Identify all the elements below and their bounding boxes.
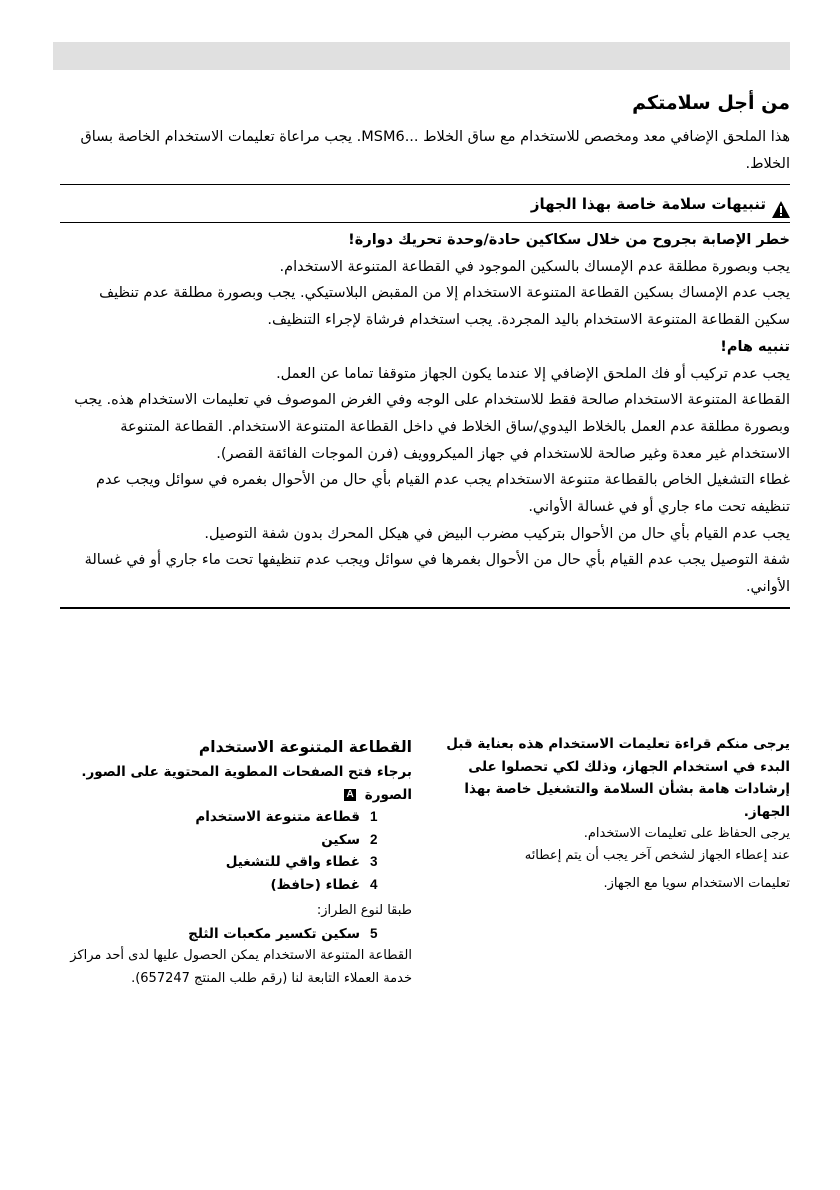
keep-notice: يرجى الحفاظ على تعليمات الاستخدام. (583, 826, 790, 842)
handover-notice-line1: عند إعطاء الجهاز لشخص آخر يجب أن يتم إعطائه (524, 848, 790, 864)
read-notice: يرجى منكم قراءة تعليمات الاستخدام هذه بعناية قبل البدء في استخدام الجهاز، وذلك لكي تحصلوا على إرشادات هامة بشأن السلامة والتشغيل خاصة بهذا الجهاز. (446, 736, 790, 820)
part-label: سكين تكسير مكعبات الثلج (188, 925, 360, 942)
safety-intro: هذا الملحق الإضافي معد ومخصص للاستخدام مع ساق الخلاط ...MSM6. يجب مراعاة تعليمات الاستخدام الخاصة بساق الخلاط. (80, 129, 790, 172)
part-label: غطاء (حافظ) (270, 876, 360, 893)
figure-badge-icon: A (344, 789, 356, 801)
list-item (60, 806, 392, 829)
part-label: غطاء واقي للتشغيل (225, 854, 360, 870)
important-paragraph: القطاعة المتنوعة الاستخدام صالحة فقط للاستخدام على الوجه وفي الغرض الموصوف في تعليمات الاستخدام هذه. يجب وبصورة مطلقة عدم العمل بالخلاط اليدوي/ساق الخلاط في داخل القطاعة المتنوعة الاستخدام. القطاعة المتنوعة الاستخدام غير معدة وغير صالحة للاستخدام في جهاز الميكروويف (فرن الموجات الفائقة القصر). (74, 392, 790, 462)
section-divider (60, 607, 790, 609)
important-paragraph: يجب عدم تركيب أو فك الملحق الإضافي إلا عندما يكون الجهاز متوقفا تماما عن العمل. (276, 365, 790, 382)
warning-heading (60, 185, 790, 222)
important-paragraph: غطاء التشغيل الخاص بالقطاعة متنوعة الاستخدام يجب عدم القيام بأي حال من الأحوال بغمره في سوائل ويجب عدم تنظيفه تحت ماء جاري أو في غسالة الأواني. (96, 472, 790, 516)
part-number: 4 (370, 876, 378, 892)
list-item (60, 923, 392, 946)
danger-paragraph: يجب عدم الإمساك بسكين القطاعة المتنوعة الاستخدام إلا من المقبض البلاستيكي. يجب وبصورة مطلقة عدم تنظيف سكين القطاعة المتنوعة الاستخدام باليد المجردة. يجب استخدام فرشاة لإجراء التنظيف. (99, 285, 790, 329)
header-bar (53, 42, 790, 70)
danger-heading: خطر الإصابة بجروح من خلال سكاكين حادة/وحدة تحريك دوارة! (348, 232, 790, 248)
part-label: سكين (321, 831, 360, 848)
fold-out-note: برجاء فتح الصفحات المطوية المحتوية على الصور. (81, 764, 412, 780)
important-heading: تنبيه هام! (720, 338, 790, 355)
figure-label: الصورة (364, 786, 412, 803)
part-label: قطاعة متنوعة الاستخدام (195, 809, 360, 825)
list-item (60, 874, 392, 897)
two-column-section (60, 733, 790, 990)
parts-list (60, 806, 412, 896)
read-instructions-column (432, 733, 790, 990)
figure-reference (60, 784, 412, 807)
list-item (60, 829, 392, 852)
important-paragraph: يجب عدم القيام بأي حال من الأحوال بتركيب مضرب البيض في هيكل المحرك بدون شفة التوصيل. (204, 525, 790, 542)
part-number: 1 (370, 809, 378, 824)
part-number: 3 (370, 854, 378, 869)
part-number: 5 (370, 925, 378, 941)
warning-heading-text: تنبيهات سلامة خاصة بهذا الجهاز (530, 194, 766, 213)
parts-column (60, 733, 412, 990)
danger-paragraph: يجب وبصورة مطلقة عدم الإمساك بالسكين الموجود في القطاعة المتنوعة الاستخدام. (279, 258, 790, 275)
part-number: 2 (370, 831, 378, 847)
safety-section (60, 86, 790, 609)
parts-title: القطاعة المتنوعة الاستخدام (198, 738, 412, 756)
warning-triangle-icon (772, 195, 790, 212)
important-paragraph: شفة التوصيل يجب عدم القيام بأي حال من الأحوال بغمرها في سوائل ويجب عدم تنظيفها تحت ماء جاري أو في غسالة الأواني. (84, 552, 790, 596)
list-item (60, 851, 392, 874)
handover-notice-line2: تعليمات الاستخدام سويا مع الجهاز. (603, 876, 790, 892)
optional-parts-list (60, 923, 412, 946)
safety-title: من أجل سلامتكم (632, 92, 790, 114)
model-note: طبقا لنوع الطراز: (316, 903, 412, 918)
availability-note: القطاعة المتنوعة الاستخدام يمكن الحصول عليها لدى أحد مراكز خدمة العملاء التابعة لنا (رقم طلب المنتج 657247). (70, 948, 412, 986)
